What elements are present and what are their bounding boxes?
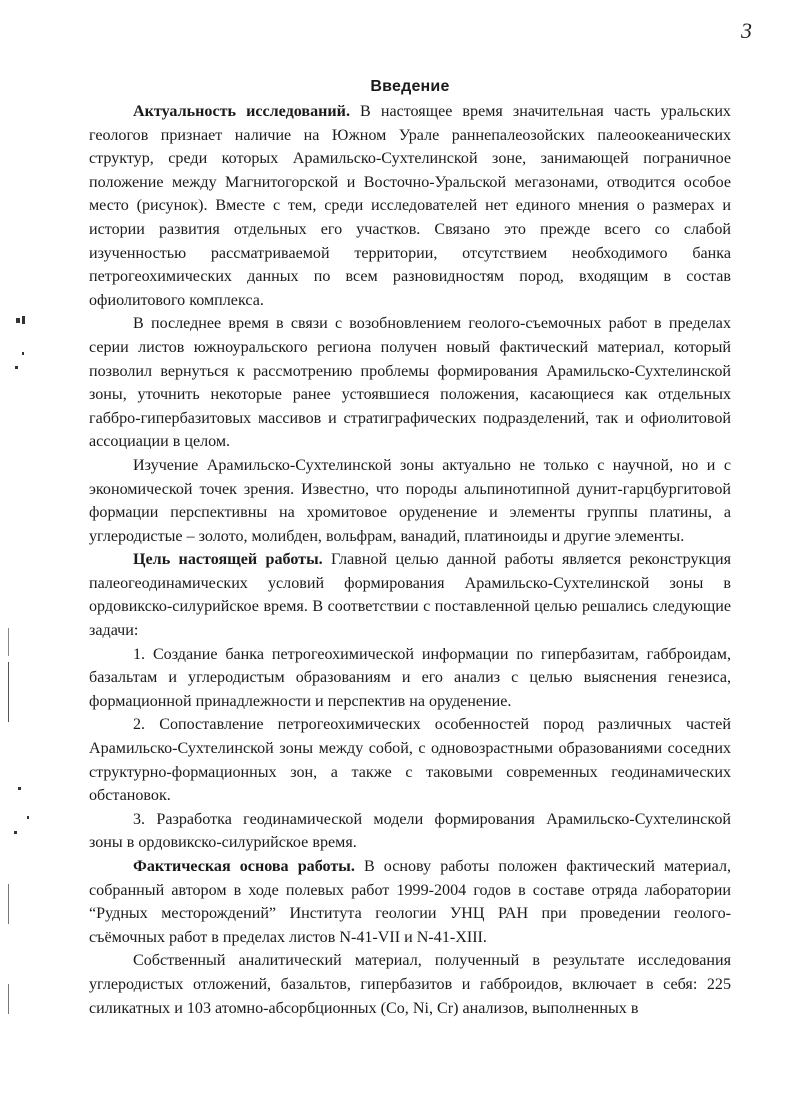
paragraph-text: 1. Создание банка петрогеохимической информации по гипербазитам, габброидам, базальтам и углеродистым образованиям и его анализ с целью выяснения генезиса, формационной принадлежности и перспектив на оруденение. xyxy=(89,645,731,710)
scan-artifact xyxy=(8,628,9,656)
scan-artifact xyxy=(8,984,9,1014)
paragraph xyxy=(89,949,731,1020)
scan-artifact xyxy=(15,366,18,369)
paragraph-text: Собственный аналитический материал, полученный в результате исследования углеродистых отложений, базальтов, гипербазитов и габброидов, включает в себя: 225 силикатных и 103 атомно-абсорбционных (Co, Ni, Cr) анализов, выполненных в xyxy=(89,952,731,1017)
paragraph-factual-basis xyxy=(89,855,731,949)
paragraph xyxy=(89,454,731,548)
paragraph-text: Главной целью данной работы является реконструкция палеогеодинамических условий формирования Арамильско-Сухтелинской зоны в ордовикско-силурийское время. В соответствии с поставленной целью решались следующие задачи: xyxy=(89,551,732,640)
scan-artifact xyxy=(22,316,25,324)
paragraph-text: В основу работы положен фактический материал, собранный автором в ходе полевых работ 1999-2004 годов в составе отряда лаборатории “Рудных месторождений” Института геологии УНЦ РАН при проведении геолого-съёмочных работ в пределах листов N-41-VII и N-41-XIII. xyxy=(89,858,732,946)
scan-artifact xyxy=(16,318,20,323)
scan-artifact xyxy=(22,352,24,355)
paragraph-lead: Актуальность исследований. xyxy=(133,103,350,120)
paragraph-text: Изучение Арамильско-Сухтелинской зоны актуально не только с научной, но и с экономической точек зрения. Известно, что породы альпинотипной дунит-гарцбургитовой формации перспективны на хромитовое оруденение и элементы группы платины, а углеродистые – золото, молибден, вольфрам, ванадий, платиноиды и другие элементы. xyxy=(89,456,731,545)
scan-artifact xyxy=(14,831,17,834)
scan-artifact xyxy=(27,816,29,819)
paragraph-relevance xyxy=(89,100,731,312)
document-body xyxy=(89,78,731,1020)
paragraph-goal xyxy=(89,548,731,642)
paragraph-text: В настоящее время значительная часть уральских геологов признает наличие на Южном Урале раннепалеозойских палеоокеанических структур, среди которых Арамильско-Сухтелинской зоне, занимающей пограничное положение между Магнитогорской и Восточно-Уральской мегазонами, отводится особое место (рисунок). Вместе с тем, среди исследователей нет единого мнения о размерах и истории развития отдельных его участков. Связано это прежде всего со слабой изученностью рассматриваемой территории, отсутствием необходимого банка петрогеохимических данных по всем разновидностям пород, входящим в состав офиолитового комплекса. xyxy=(89,103,731,309)
paragraph-lead: Фактическая основа работы. xyxy=(133,858,355,875)
paragraph-lead: Цель настоящей работы. xyxy=(133,551,323,569)
task-item xyxy=(89,713,731,807)
scan-artifact xyxy=(8,884,9,924)
paragraph xyxy=(89,312,731,454)
scan-artifact xyxy=(8,662,9,722)
paragraph-text: В последнее время в связи с возобновлением геолого-съемочных работ в пределах серии листов южноуральского региона получен новый фактический материал, который позволил вернуться к рассмотрению проблемы формирования Арамильско-Сухтелинской зоны, уточнить некоторые ранее устоявшиеся положения, касающиеся как отдельных габбро-гипербазитовых массивов и стратиграфических подразделений, так и офиолитовой ассоциации в целом. xyxy=(89,315,731,451)
paragraph-text: 2. Сопоставление петрогеохимических особенностей пород различных частей Арамильско-Сухтелинской зоны между собой, с одновозрастными образованиями соседних структурно-формационных зон, а также с таковыми современных геодинамических обстановок. xyxy=(89,716,731,805)
task-item xyxy=(89,643,731,714)
page-number: 3 xyxy=(741,18,752,43)
task-item xyxy=(89,808,731,855)
section-title: Введение xyxy=(370,78,450,95)
scan-artifact xyxy=(18,787,21,790)
paragraph-text: 3. Разработка геодинамической модели формирования Арамильско-Сухтелинской зоны в ордовикско-силурийское время. xyxy=(89,810,731,852)
